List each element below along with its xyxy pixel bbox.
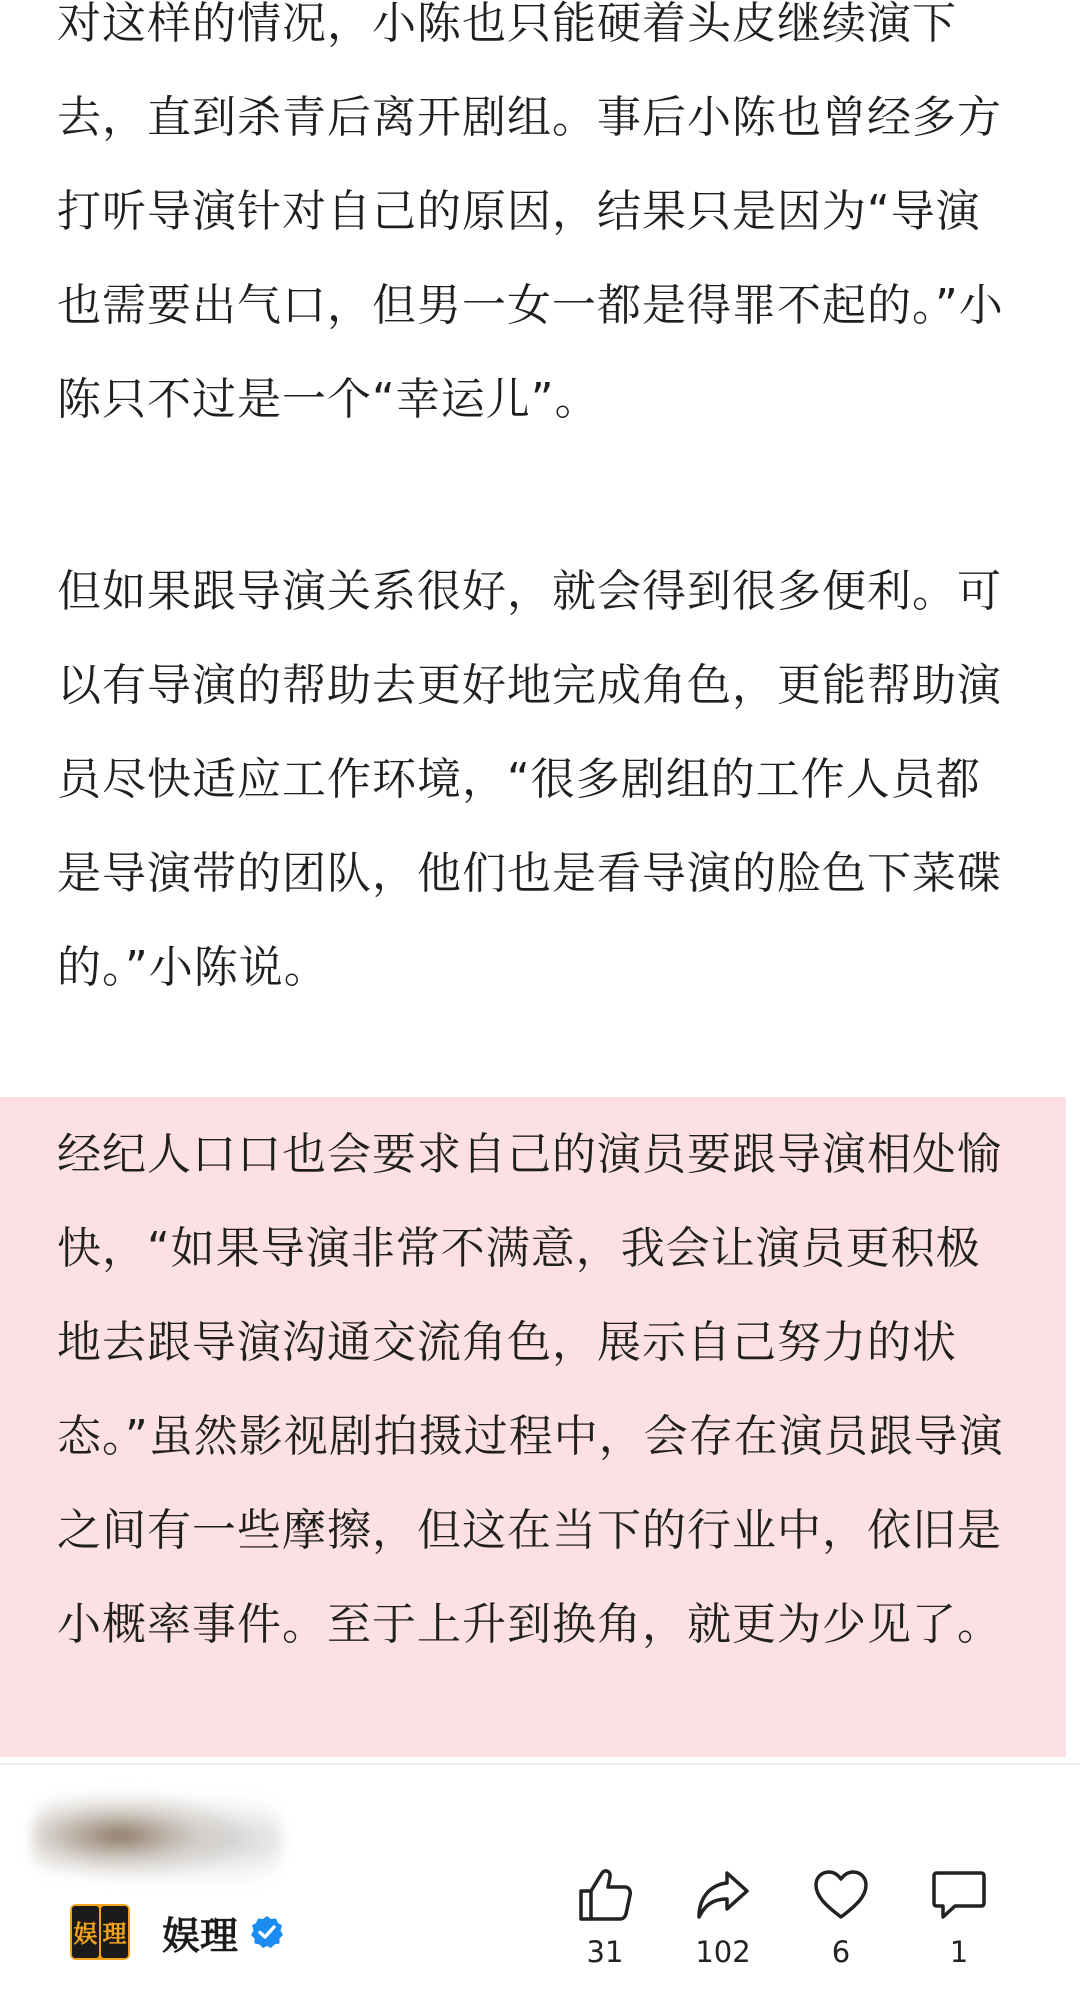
- author-name[interactable]: 娱理: [162, 1913, 239, 1958]
- author-logo[interactable]: [68, 1900, 132, 1964]
- logo-char-1: 娱: [73, 1920, 98, 1948]
- thumbs-up-icon: [575, 1865, 635, 1925]
- article-paragraph: 对这样的情况，小陈也只能硬着头皮继续演下去，直到杀青后离开剧组。事后小陈也曾经多方打听导演针对自己的原因，结果只是因为“导演也需要出气口，但男一女一都是得罪不起的。”小陈只不过是一个“幸运儿”。: [57, 0, 1004, 425]
- favorite-button[interactable]: [796, 1865, 886, 1969]
- like-count: 31: [586, 1935, 624, 1969]
- logo-char-2: 理: [102, 1920, 127, 1948]
- like-button[interactable]: [560, 1865, 650, 1969]
- blurred-avatar: [32, 1793, 282, 1888]
- verified-badge-icon: [250, 1915, 284, 1949]
- comment-bubble-icon: [929, 1865, 989, 1925]
- post-footer: [0, 1763, 1080, 2007]
- author-block[interactable]: [68, 1900, 284, 1964]
- heart-icon: [811, 1865, 871, 1925]
- share-button[interactable]: [678, 1865, 768, 1969]
- action-bar: [560, 1865, 1060, 1995]
- comment-button[interactable]: [914, 1865, 1004, 1969]
- comment-count: 1: [949, 1935, 969, 1969]
- article-paragraph: 但如果跟导演关系很好，就会得到很多便利。可以有导演的帮助去更好地完成角色，更能帮助演员尽快适应工作环境，“很多剧组的工作人员都是导演带的团队，他们也是看导演的脸色下菜碟的。”小陈说。: [57, 566, 1002, 993]
- yuli-logo-icon: [68, 1900, 132, 1964]
- highlighted-paragraph: 经纪人口口也会要求自己的演员要跟导演相处愉快，“如果导演非常不满意，我会让演员更积极地去跟导演沟通交流角色，展示自己努力的状态。”虽然影视剧拍摄过程中，会存在演员跟导演之间有一些摩擦，但这在当下的行业中，依旧是小概率事件。至于上升到换角，就更为少见了。: [57, 1129, 1004, 1650]
- favorite-count: 6: [831, 1935, 851, 1969]
- share-arrow-icon: [693, 1865, 753, 1925]
- share-count: 102: [695, 1935, 751, 1969]
